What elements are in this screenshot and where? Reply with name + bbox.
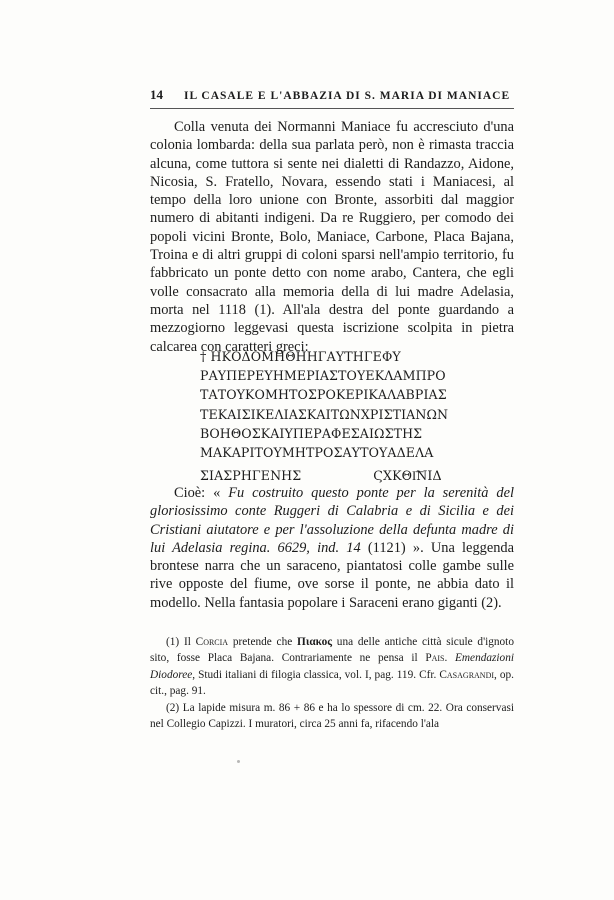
print-speck [237, 760, 240, 763]
footnote-2: (2) La lapide misura m. 86 + 86 e ha lo spessore di cm. 22. Ora conservasi nel Collegio Capizzi. I muratori, circa 25 anni fa, rifacendo l'ala [150, 701, 514, 731]
footnote-1 [150, 634, 514, 700]
greek-inscription [200, 347, 520, 485]
inscription-line: † ΗΚΟΔΟΜΗΘΗΗΓΑΥΤΗΓΕΦΥ [200, 349, 401, 364]
work-title: Emendazioni Diodoree [150, 652, 514, 681]
inscription-line: ΜΑΚΑΡΙΤΟΥΜΗΤΡΟΣΑΥΤΟΥΑΔΕΛΑ [200, 445, 434, 461]
inscription-line-last [200, 466, 520, 485]
inscription-line: ΤΕΚΑΙΣΙΚΕΛΙΑΣΚΑΙΤΩΝΧΡΙΣΤΙΑΝΩΝ [200, 406, 449, 422]
inscription-line: ΤΑΤΟΥΚΟΜΗΤΟΣΡΟΚΕΡΙΚΑΛΑΒΡΙΑΣ [200, 387, 447, 403]
inscription-last-left: ΣΙΑΣΡΗΓΕΝΗΣ [200, 468, 302, 484]
paragraph: Colla venuta dei Normanni Maniace fu accresciuto d'una colonia lombarda: della sua parlata però, non è rimasta traccia alcuna, come tuttora si sente nei dialetti di Randazzo, Aidone, Nicosia, S. Fratello, Novara, essendo stati i Maniacesi, al tempo della loro unione con Bronte, assorbiti dal maggior numero di abitanti indigeni. Da re Ruggiero, per comodo dei popoli vicini Bronte, Bolo, Maniace, Carbone, Placa Bajana, Troina e di altri gruppi di coloni sparsi nell'ampio territorio, fu fabbricato un ponte detto con nome arabo, Cantera, che egli volle consacrato alla memoria della di lui madre Adelasia, morta nel 1118 (1). All'ala destra del ponte guardando a mezzogiorno leggevasi questa iscrizione scolpita in pietra calcarea con caratteri greci: [150, 119, 514, 355]
footnote-text: . [444, 652, 455, 665]
author-name: Pais [425, 652, 445, 665]
greek-word: Πιακος [297, 636, 332, 648]
translation-rest: (1121) ». Una leggenda brontese narra che un saraceno, piantatosi colle gambe sulle rive opposte del fiume, ove sorse il ponte, ne abbia dato il modello. Nella fantasia popolare i Saraceni erano giganti (2). [150, 539, 514, 611]
footnotes [150, 634, 514, 732]
main-text [150, 118, 514, 356]
footnote-text: , op. cit., pag. 91. [150, 668, 514, 698]
running-title: IL CASALE E L'ABBAZIA DI S. MARIA DI MANIACE [184, 90, 511, 102]
running-header [150, 87, 530, 103]
footnote-text: (1) Il [166, 636, 196, 648]
translation-paragraph [150, 484, 514, 612]
inscription-line: ΒΟΗΘΟΣΚΑΙΥΠΕΡΑΦΕΣΑΙΩΣΤΗΣ [200, 425, 423, 441]
inscription-line: ΡΑΥΠΕΡΕΥΗΜΕΡΙΑΣΤΟΥΕΚΛΑΜΠΡΟ [200, 368, 446, 384]
translation-italic: Fu costruito questo ponte per la serenità del gloriosissimo conte Ruggeri di Calabria e di Sicilia e dei Cristiani aiutatore e per l'assoluzione della defunta madre di lui Adelasia regina. 6629, ind. 14 [150, 485, 514, 556]
header-rule [150, 108, 514, 109]
footnote-text: una delle antiche città sicule d'ignoto sito, fosse Placa Bajana. Contrariamente ne pensa il [150, 636, 514, 665]
author-name: Corcia [195, 636, 229, 648]
page-number: 14 [150, 87, 163, 102]
footnote-text: , Studi italiani di filogia classica, vol. I, pag. 119. Cfr. [192, 668, 440, 681]
author-name: Casagrandi [439, 668, 495, 681]
translation-lead: Cioè: « [174, 485, 221, 501]
inscription-date: ϚΧΚΘΙ͞ΝΙΔ [373, 468, 442, 484]
footnote-text: pretende che [228, 636, 298, 648]
